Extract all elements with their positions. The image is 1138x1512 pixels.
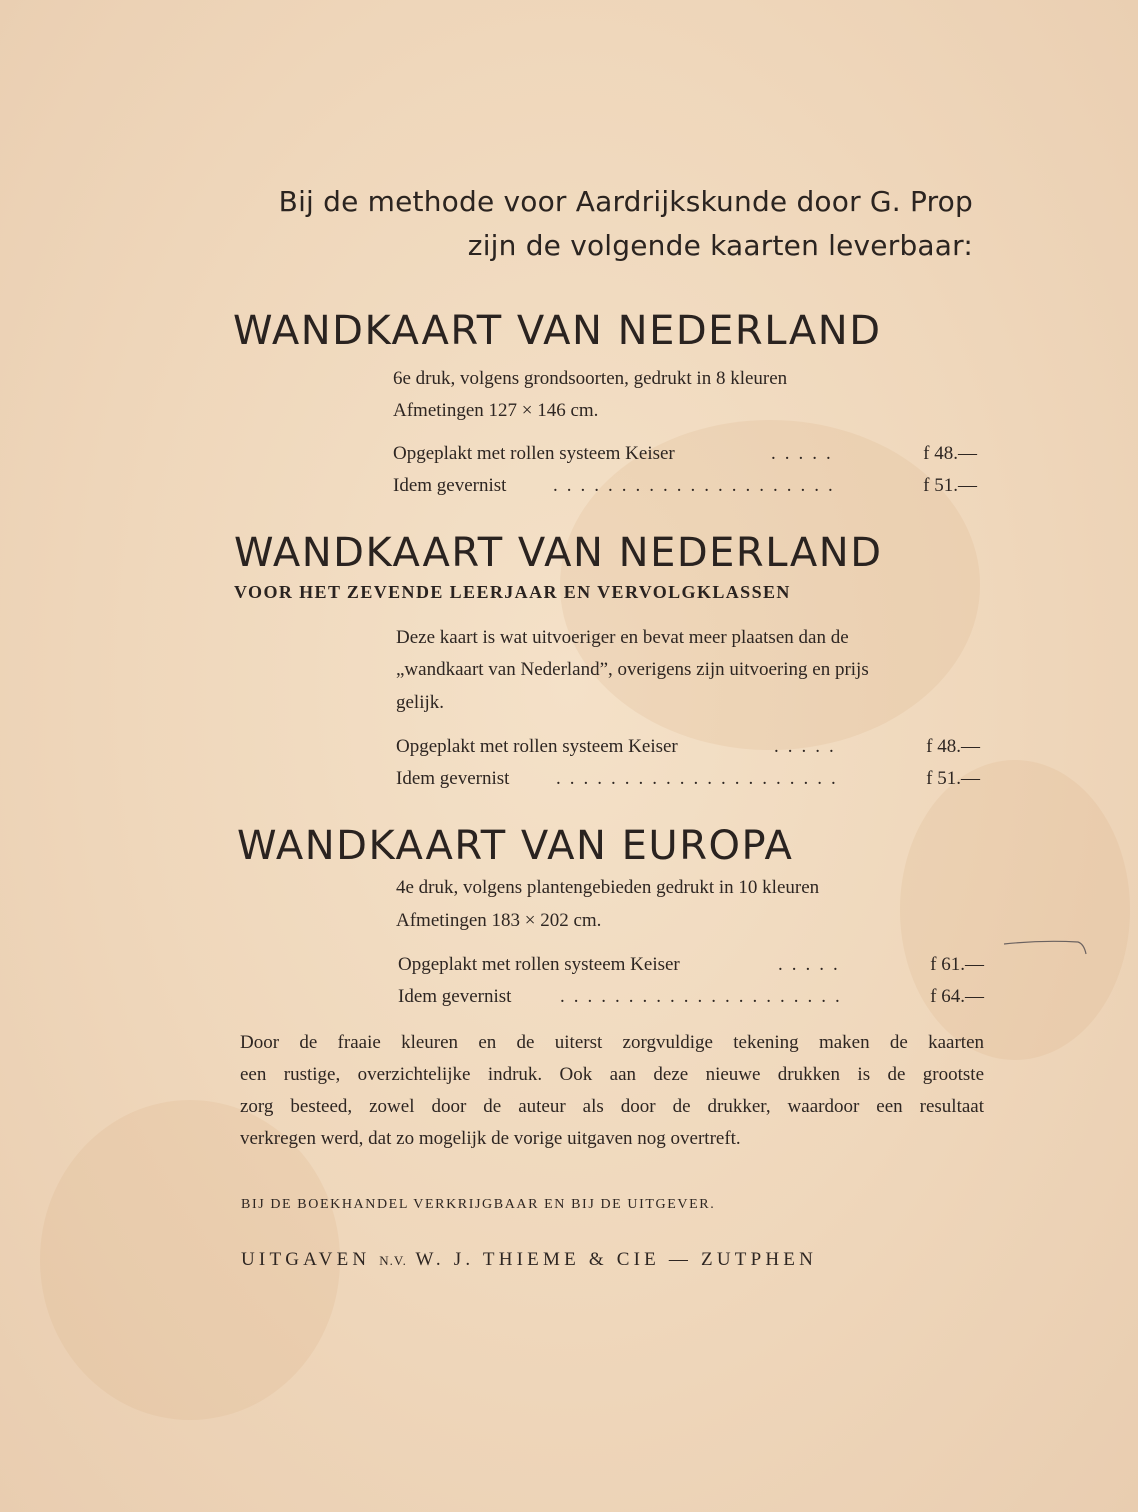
price-row	[393, 475, 977, 501]
section-2-subheading: VOOR HET ZEVENDE LEERJAAR EN VERVOLGKLASSEN	[234, 582, 791, 602]
price-value: f 51.—	[926, 768, 980, 789]
section-2-description-line: Deze kaart is wat uitvoeriger en bevat meer plaatsen dan de	[396, 627, 849, 648]
price-row	[396, 768, 980, 794]
price-row	[396, 736, 980, 762]
price-value: f 64.—	[930, 986, 984, 1007]
price-value: f 48.—	[926, 736, 980, 757]
leader-dots: .....................	[556, 768, 845, 789]
section-1-description-line: Afmetingen 127 × 146 cm.	[393, 400, 599, 421]
section-3-description-line: 4e druk, volgens plantengebieden gedrukt in 10 kleuren	[396, 877, 820, 898]
price-value: f 48.—	[923, 443, 977, 464]
closing-paragraph-line: Door de fraaie kleuren en de uiterst zorgvuldige tekening maken de kaarten	[240, 1032, 984, 1053]
section-3-description-line: Afmetingen 183 × 202 cm.	[396, 910, 602, 931]
section-2-description-line: „wandkaart van Nederland”, overigens zijn uitvoering en prijs	[396, 659, 869, 680]
price-row	[393, 443, 977, 469]
paper-stain	[900, 760, 1130, 1060]
price-label: Opgeplakt met rollen systeem Keiser	[398, 954, 680, 975]
intro-line-2: zijn de volgende kaarten leverbaar:	[467, 229, 973, 262]
section-1-description-line: 6e druk, volgens grondsoorten, gedrukt in 8 kleuren	[393, 368, 788, 389]
price-row	[398, 954, 984, 980]
pencil-mark-icon	[1002, 938, 1092, 962]
publisher-line	[241, 1249, 987, 1271]
closing-paragraph-line: zorg besteed, zowel door de auteur als door de drukker, waardoor een resultaat	[240, 1096, 984, 1117]
leader-dots: .....	[771, 443, 840, 464]
price-label: Idem gevernist	[393, 475, 507, 496]
price-label: Idem gevernist	[396, 768, 510, 789]
price-value: f 51.—	[923, 475, 977, 496]
section-2-description-line: gelijk.	[396, 692, 445, 713]
leader-dots: .....	[778, 954, 847, 975]
price-label: Opgeplakt met rollen systeem Keiser	[396, 736, 678, 757]
closing-paragraph-line: een rustige, overzichtelijke indruk. Ook aan deze nieuwe drukken is de grootste	[240, 1064, 984, 1085]
section-3-heading: WANDKAART VAN EUROPA	[237, 823, 794, 869]
closing-paragraph-line: verkregen werd, dat zo mogelijk de vorige uitgaven nog overtreft.	[240, 1128, 741, 1149]
publisher-nv: N.V.	[379, 1253, 407, 1268]
publisher-name: W. J. THIEME & CIE — ZUTPHEN	[415, 1249, 818, 1270]
section-2-heading: WANDKAART VAN NEDERLAND	[234, 530, 883, 576]
publisher-prefix: UITGAVEN	[241, 1249, 371, 1270]
leader-dots: .....................	[560, 986, 849, 1007]
intro-line-1: Bij de methode voor Aardrijkskunde door G. Prop	[278, 185, 973, 218]
section-1-heading: WANDKAART VAN NEDERLAND	[233, 308, 882, 354]
price-label: Opgeplakt met rollen systeem Keiser	[393, 443, 675, 464]
leader-dots: .....................	[553, 475, 842, 496]
price-value: f 61.—	[930, 954, 984, 975]
price-row	[398, 986, 984, 1012]
leader-dots: .....	[774, 736, 843, 757]
availability-note: BIJ DE BOEKHANDEL VERKRIJGBAAR EN BIJ DE UITGEVER.	[241, 1197, 716, 1212]
price-label: Idem gevernist	[398, 986, 512, 1007]
